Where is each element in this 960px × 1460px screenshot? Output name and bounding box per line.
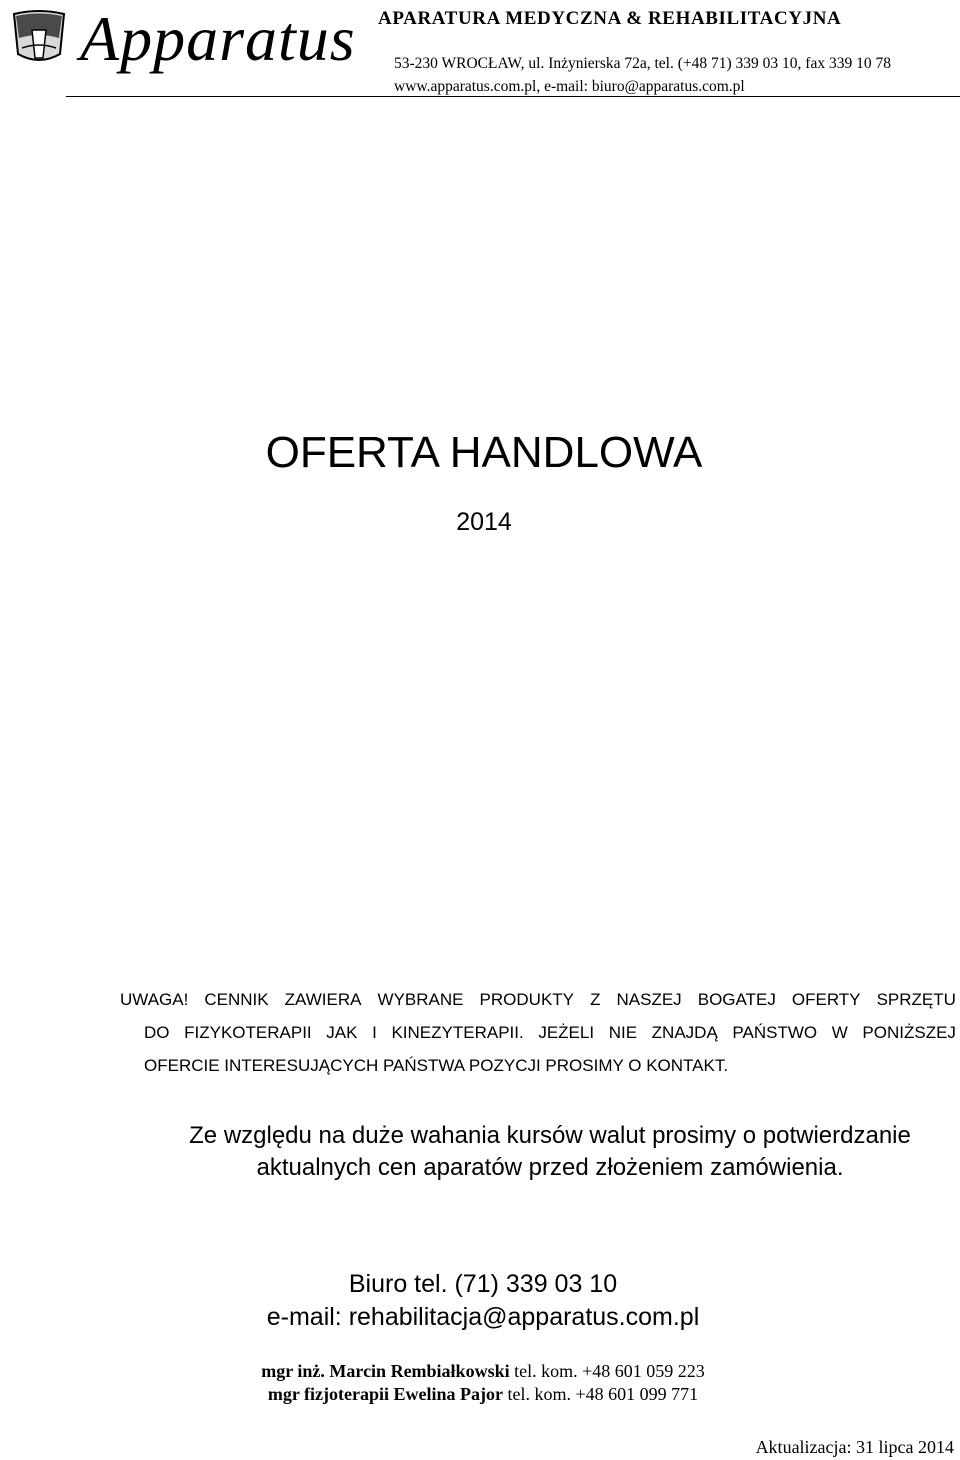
notice-word: I xyxy=(372,1023,377,1042)
update-date: Aktualizacja: 31 lipca 2014 xyxy=(755,1437,954,1457)
contact-row xyxy=(0,1384,960,1405)
notice-word: NIE xyxy=(608,1023,638,1042)
company-name: APARATURA MEDYCZNA & REHABILITACYJNA xyxy=(378,8,842,29)
currency-note xyxy=(0,1120,960,1184)
contact-phone: tel. kom. +48 601 099 771 xyxy=(507,1384,699,1404)
document-title: OFERTA HANDLOWA xyxy=(265,428,703,477)
currency-note-line-2: aktualnych cen aparatów przed złożeniem zamówienia. xyxy=(256,1154,844,1181)
notice-word: PAŃSTWO xyxy=(732,1023,818,1042)
notice-word: CENNIK xyxy=(204,990,269,1009)
notice-line-3: OFERCIE INTERESUJĄCYCH PAŃSTWA POZYCJI PROSIMY O KONTAKT. xyxy=(144,1056,729,1075)
notice-line-2 xyxy=(144,1023,956,1043)
notice-word: JEŻELI xyxy=(538,1023,595,1042)
notice-word: FIZYKOTERAPII xyxy=(184,1023,312,1042)
company-web-email: www.apparatus.com.pl, e-mail: biuro@apparatus.com.pl xyxy=(394,78,745,95)
notice-word: W xyxy=(831,1023,848,1042)
office-email: e-mail: rehabilitacja@apparatus.com.pl xyxy=(266,1303,700,1331)
notice-word: SPRZĘTU xyxy=(876,990,956,1009)
contact-name: mgr inż. Marcin Rembiałkowski xyxy=(261,1361,510,1381)
notice-word: ZNAJDĄ xyxy=(651,1023,718,1042)
notice-word: NASZEJ xyxy=(616,990,682,1009)
notice-line-1 xyxy=(120,990,956,1010)
notice-word: WYBRANE xyxy=(377,990,464,1009)
notice-word: ZAWIERA xyxy=(284,990,362,1009)
contact-phone: tel. kom. +48 601 059 223 xyxy=(514,1361,705,1381)
notice-word: OFERTY xyxy=(791,990,861,1009)
notice-word: Z xyxy=(590,990,601,1009)
logo-icon xyxy=(10,8,68,70)
notice-word: PRODUKTY xyxy=(479,990,575,1009)
company-address: 53-230 WROCŁAW, ul. Inżynierska 72a, tel. (+48 71) 339 03 10, fax 339 10 78 xyxy=(394,55,891,72)
contact-row xyxy=(0,1361,960,1382)
header-divider xyxy=(66,96,960,97)
notice-word: JAK xyxy=(326,1023,358,1042)
notice-word: PONIŻSZEJ xyxy=(862,1023,956,1042)
logo-wordmark: Apparatus xyxy=(80,3,356,74)
currency-note-line-1: Ze względu na duże wahania kursów walut prosimy o potwierdzanie xyxy=(189,1122,911,1149)
notice-word: KINEZYTERAPII. xyxy=(391,1023,524,1042)
office-phone: Biuro tel. (71) 339 03 10 xyxy=(348,1270,618,1298)
notice-word: BOGATEJ xyxy=(697,990,776,1009)
notice-word: DO xyxy=(144,1023,170,1042)
contact-name: mgr fizjoterapii Ewelina Pajor xyxy=(267,1384,503,1404)
document-year: 2014 xyxy=(456,508,512,536)
notice-word: UWAGA! xyxy=(120,990,189,1009)
